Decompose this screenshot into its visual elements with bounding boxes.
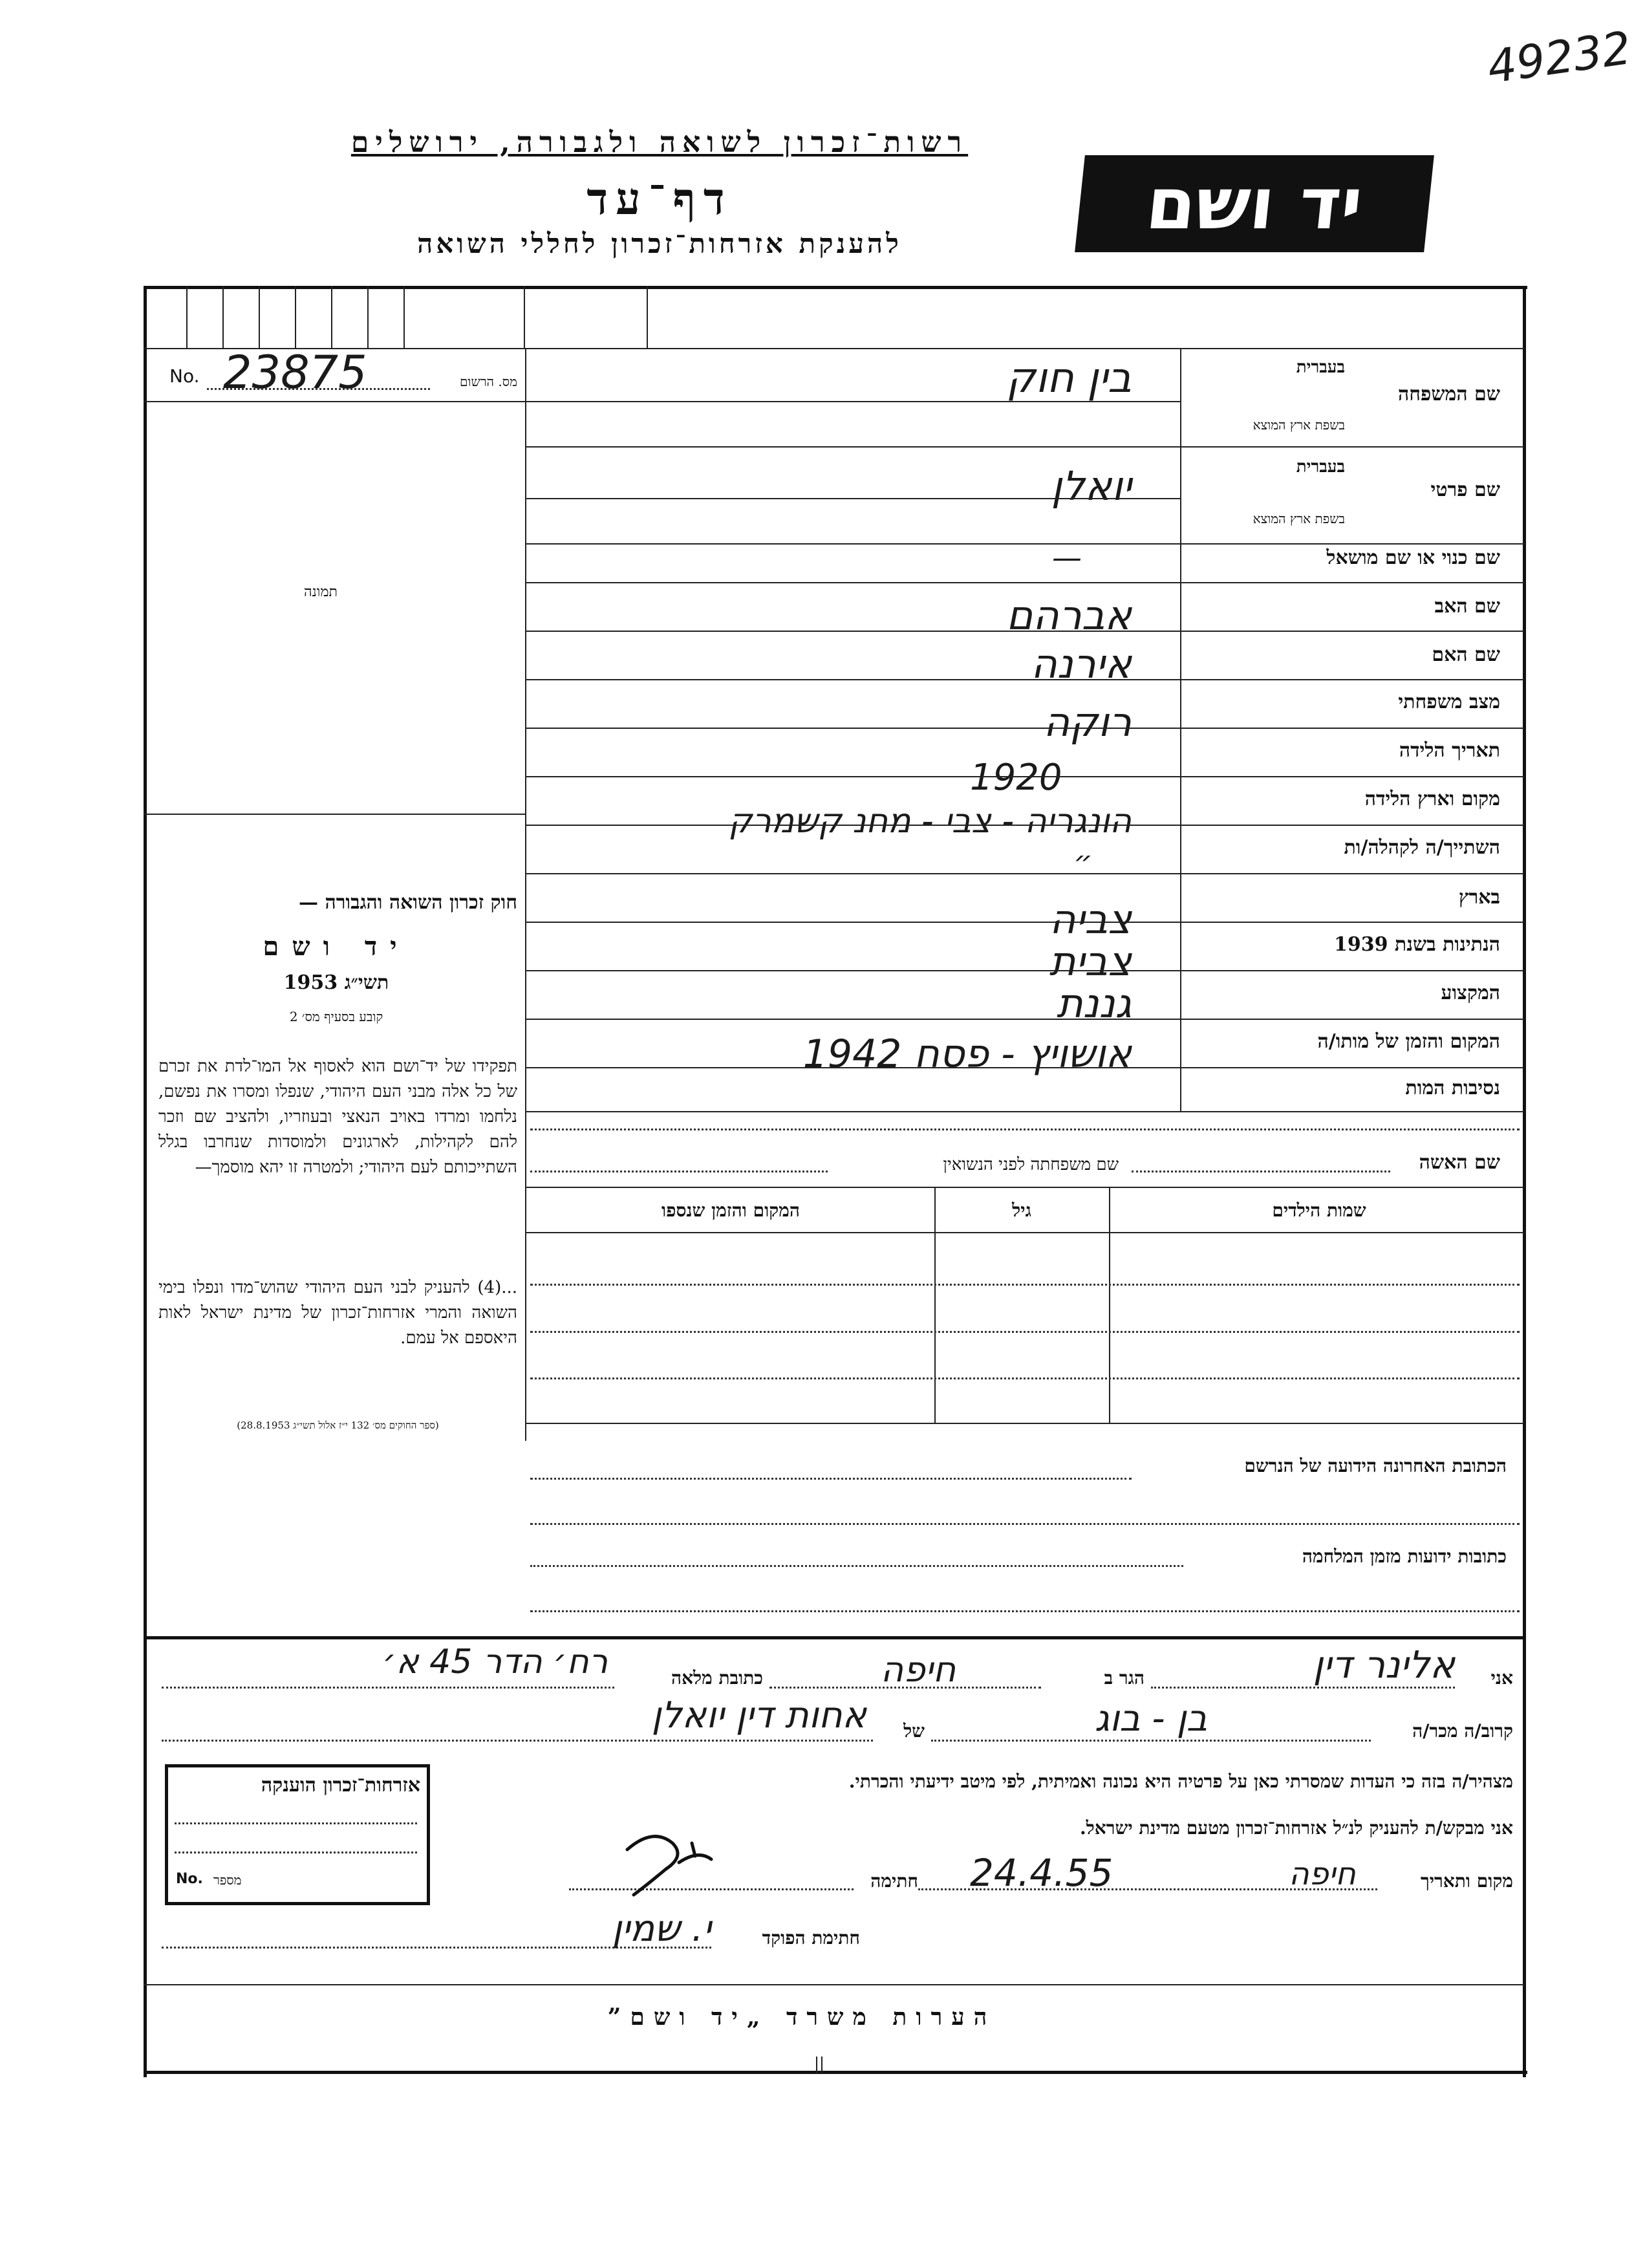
form-subtitle: להענקת אזרחות־זכרון לחללי השואה	[417, 228, 902, 259]
value-nationality-1939[interactable]: צבית	[1049, 938, 1132, 985]
law-paragraph-1: תפקידו של יד־ושם הוא לאסוף אל המו־לדת את זכרם של כל אלה מבני העם היהודי, שנפלו ומסרו את נפשם, נלחמו ומרדו באויב הנאצי ובעוזריו, ולהציב שם וזכר להם לקהילות, לארגונים ולמוסדות שנחרבו בגלל השתייכותם לעם היהודי; ולמטרה זו יהא מוסמך—	[158, 1057, 517, 1177]
law-clause-ref: קובע בסעיף מס׳ 2	[289, 1009, 383, 1024]
label-death-place-time: המקום והזמן של מותו/ה	[1317, 1030, 1500, 1053]
label-mother-name: שם האם	[1432, 643, 1500, 666]
label-community: השתייך/ה לקהלה/ות	[1344, 836, 1500, 859]
photo-label: תמונה	[304, 584, 338, 600]
value-place[interactable]: חיפה	[1289, 1856, 1356, 1892]
logo-text: יד ושם	[1142, 162, 1367, 245]
value-mother-name[interactable]: אירנה	[1031, 640, 1132, 687]
value-officer-signature: י. שמין	[612, 1908, 711, 1950]
label-signature: חתימה	[870, 1870, 918, 1892]
value-of[interactable]: אחות דין יואלן	[651, 1694, 866, 1736]
children-header-place-time: המקום והזמן שנספו	[661, 1200, 800, 1221]
label-full-address: כתובת מלאה	[671, 1667, 763, 1689]
declarant-signature	[614, 1824, 731, 1901]
label-officer-signature: חתימת הפוקד	[762, 1927, 860, 1949]
label-family-name-hebrew: בעברית	[1296, 358, 1345, 377]
value-full-address[interactable]: רח׳ הדר 45 א׳	[382, 1643, 608, 1681]
label-last-address: הכתובת האחרונה הידועה של הנרשם	[1244, 1455, 1507, 1476]
form-title: דף־עד	[586, 173, 733, 225]
label-first-name-hebrew: בעברית	[1296, 457, 1345, 477]
yad-vashem-logo	[1075, 155, 1434, 252]
label-family-name: שם המשפחה	[1397, 383, 1500, 405]
law-name: יד ושם	[263, 931, 410, 962]
office-remarks: הערות משרד „יד ושם”	[607, 2003, 996, 2031]
label-occupation: המקצוע	[1441, 982, 1500, 1004]
label-marital-status: מצב משפחתי	[1398, 691, 1500, 713]
value-birth-place[interactable]: הונגריה - צבי - מחנ קשמרק	[728, 802, 1132, 841]
authority-line: רשות־זכרון לשואה ולגבורה, ירושלים	[350, 126, 969, 159]
children-header-age: גיל	[1012, 1200, 1031, 1221]
declaration-statement-2: אני מבקש/ת להעניק לנ״ל אזרחות־זכרון מטעם מדינת ישראל.	[1079, 1817, 1513, 1839]
label-family-name-native: בשפת ארץ המוצא	[1252, 417, 1345, 433]
label-birth-place: מקום וארץ הלידה	[1364, 788, 1500, 810]
label-place-date: מקום ותאריך	[1420, 1870, 1513, 1892]
value-declarant[interactable]: אלינר דין	[1313, 1643, 1455, 1687]
reference-number: 49232	[1484, 21, 1634, 94]
value-marital-status[interactable]: רוקה	[1043, 698, 1132, 746]
label-first-name: שם פרטי	[1430, 479, 1500, 501]
value-family-name[interactable]: בין חוק	[1006, 354, 1132, 402]
value-relative[interactable]: בן - בוג	[1094, 1698, 1208, 1740]
registry-number[interactable]: 23875	[223, 346, 367, 399]
label-wife-maiden-name: שם משפחתה לפני הנשואין	[943, 1155, 1119, 1174]
citizenship-box-number-label: מספר	[213, 1872, 242, 1888]
label-declarant: אני	[1490, 1667, 1513, 1689]
label-wartime-addresses: כתובות ידועות מזמן המלחמה	[1302, 1546, 1507, 1567]
label-birth-date: תאריך הלידה	[1399, 739, 1500, 762]
value-country[interactable]: צביה	[1049, 896, 1132, 943]
value-death-place-time[interactable]: אושויץ - פסח 1942	[802, 1031, 1132, 1077]
law-footnote: (ספר החוקים מס׳ 132 י״ז אלול תשי״ג 28.8.1953)	[237, 1420, 439, 1431]
value-resides-in[interactable]: חיפה	[880, 1649, 956, 1690]
label-resides-in: הגר ב	[1104, 1667, 1145, 1689]
label-of: של	[903, 1720, 925, 1742]
label-country: בארץ	[1458, 886, 1500, 909]
value-first-name[interactable]: יואלן	[1051, 462, 1132, 510]
registry-he-label: מס. הרשום	[459, 374, 517, 389]
label-first-name-native: בשפת ארץ המוצא	[1252, 511, 1345, 526]
value-birth-date[interactable]: 1920	[970, 757, 1062, 799]
registry-no-label: No.	[169, 365, 200, 387]
label-nationality-1939: הנתינות בשנת 1939	[1333, 933, 1500, 956]
law-year: תשי״ג 1953	[283, 971, 389, 994]
value-father-name[interactable]: אברהם	[1006, 592, 1132, 639]
citizenship-granted-box	[165, 1764, 430, 1905]
label-alias: שם כנוי או שם מושאל	[1326, 546, 1500, 569]
children-header-names: שמות הילדים	[1272, 1200, 1366, 1221]
label-death-circumstances: נסיבות המות	[1405, 1077, 1500, 1099]
value-alias[interactable]: —	[1052, 540, 1082, 575]
label-wife-name: שם האשה	[1419, 1151, 1500, 1174]
law-paragraph-2: ...(4) להעניק לבני העם היהודי שהוש־מדו ונפלו בימי השואה והמרי אזרחות־זכרון של מדינת ישראל לאות היאספם אל עמם.	[158, 1278, 517, 1348]
value-occupation[interactable]: גננת	[1057, 980, 1132, 1027]
citizenship-box-no-label: No.	[176, 1871, 203, 1887]
label-father-name: שם האב	[1434, 595, 1500, 618]
value-community[interactable]: ״	[1073, 844, 1093, 879]
declaration-statement-1: מצהיר/ה בזה כי העדות שמסרתי כאן על פרטיה היא נכונה ואמיתית, לפי מיטב ידיעתי והכרתי.	[848, 1771, 1513, 1792]
citizenship-box-title: אזרחות־זכרון הוענקה	[261, 1774, 420, 1797]
law-heading: חוק זכרון השואה והגבורה —	[299, 891, 517, 914]
label-relative: קרוב/ה מכר/ה	[1412, 1720, 1513, 1742]
value-date[interactable]: 24.4.55	[970, 1851, 1113, 1895]
